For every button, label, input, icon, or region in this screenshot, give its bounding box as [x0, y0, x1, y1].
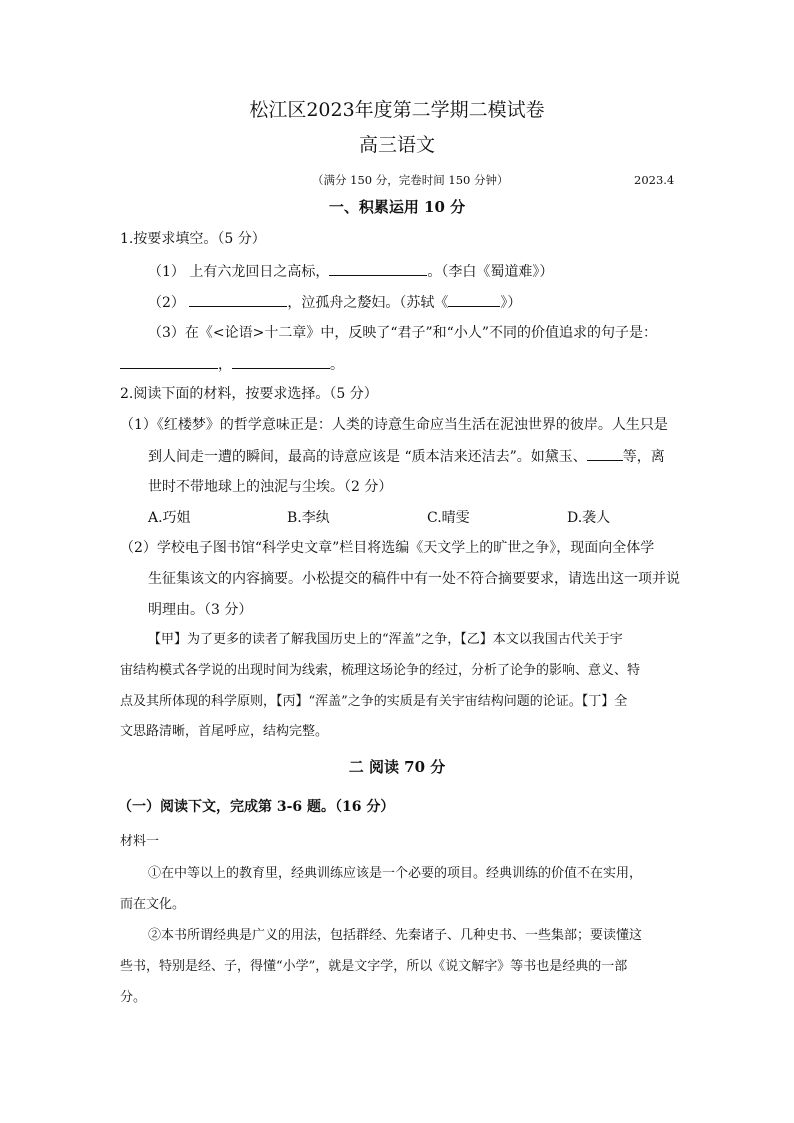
q2-sub1-line2	[148, 446, 665, 467]
material-p2-line3: 分。	[120, 990, 147, 1005]
material-p1-line2: 而在文化。	[120, 897, 186, 912]
q1-item3-blank1[interactable]	[120, 354, 218, 369]
q1-item1	[148, 261, 553, 282]
section1-heading: 一、积累运用 10 分	[328, 198, 466, 216]
q2-sub1-blank[interactable]	[587, 446, 623, 461]
q1-item2-text-a: （2）	[148, 295, 185, 311]
q1-item3-answer	[120, 354, 344, 375]
q1-item2-text-b: ，泣孤舟之嫠妇。（苏轼《	[287, 295, 449, 311]
q2-option-b[interactable]: B.李纨	[287, 510, 330, 526]
exam-note: （满分 150 分，完卷时间 150 分钟）	[312, 173, 509, 187]
q1-item2-blank[interactable]	[189, 292, 287, 307]
q1-item3-sep: ，	[218, 357, 232, 373]
q2-paragraph-line3: 点及其所体现的科学原则，【丙】“浑盖”之争的实质是有关宇宙结构问题的论证。【丁】全	[120, 694, 628, 709]
q1-item1-blank[interactable]	[329, 261, 427, 276]
q2-paragraph-line1: 【甲】为了更多的读者了解我国历史上的“浑盖”之争，【乙】本文以我国古代关于宇	[148, 632, 623, 647]
material-label: 材料一	[120, 834, 160, 849]
q2-option-d[interactable]: D.袭人	[567, 510, 611, 526]
q2-paragraph-line2: 宙结构模式各学说的出现时间为线索，梳理这场论争的经过，分析了论争的影响、意义、特	[120, 663, 641, 678]
q1-item2-title-blank[interactable]	[448, 292, 500, 307]
section2-part1: （一）阅读下文，完成第 3-6 题。（16 分）	[118, 799, 395, 815]
material-p2-line2: 些书，特别是经、子，得懂“小学”，就是文字学，所以《说文解字》等书也是经典的一部	[120, 959, 628, 974]
exam-title: 松江区2023年度第二学期二模试卷	[249, 99, 545, 121]
q1-item3-blank2[interactable]	[232, 354, 330, 369]
q2-sub1-line3: 世时不带地球上的浊泥与尘埃。（2 分）	[148, 479, 393, 495]
q2-sub2-line3: 明理由。（3 分）	[148, 602, 253, 618]
q1-item1-text-b: 。（李白《蜀道难》）	[427, 264, 554, 280]
q2-sub1-line2-b: 等，离	[622, 449, 665, 465]
q2-sub1-line2-a: 到人间走一遭的瞬间，最高的诗意应该是 “质本洁来还洁去”。如黛玉、	[148, 449, 587, 465]
q1-item3-end: 。	[330, 357, 344, 373]
q2-option-a[interactable]: A.巧姐	[148, 510, 191, 526]
q2-sub1-line1: （1）《红楼梦》的哲学意味正是：人类的诗意生命应当生活在泥浊世界的彼岸。人生只是	[120, 417, 668, 433]
q1-stem: 1.按要求填空。（5 分）	[120, 231, 266, 247]
q1-item1-text-a: （1） 上有六龙回日之高标，	[148, 264, 330, 280]
q2-sub2-line1: （2）学校电子图书馆“科学史文章”栏目将选编《天文学上的旷世之争》，现面向全体学	[120, 540, 655, 556]
q1-item3: （3）在《<论语>十二章》中，反映了“君子”和“小人”不同的价值追求的句子是：	[148, 325, 657, 341]
material-p2-line1: ②本书所谓经典是广义的用法，包括群经、先秦诸子、几种史书、一些集部；要读懂这	[148, 928, 643, 943]
q1-item2	[148, 292, 521, 313]
section2-heading: 二 阅读 70 分	[348, 758, 446, 776]
q2-paragraph-line4: 文思路清晰，首尾呼应，结构完整。	[120, 724, 329, 739]
material-p1-line1: ①在中等以上的教育里，经典训练应该是一个必要的项目。经典训练的价值不在实用，	[148, 866, 643, 881]
q1-item2-text-c: 》）	[500, 295, 522, 311]
q2-sub2-line2: 生征集该文的内容摘要。小松提交的稿件中有一处不符合摘要要求，请选出这一项并说	[148, 571, 680, 587]
q2-stem: 2.阅读下面的材料，按要求选择。（5 分）	[120, 386, 378, 402]
exam-subject: 高三语文	[358, 134, 435, 156]
exam-date: 2023.4	[634, 173, 675, 187]
q2-option-c[interactable]: C.晴雯	[427, 510, 470, 526]
